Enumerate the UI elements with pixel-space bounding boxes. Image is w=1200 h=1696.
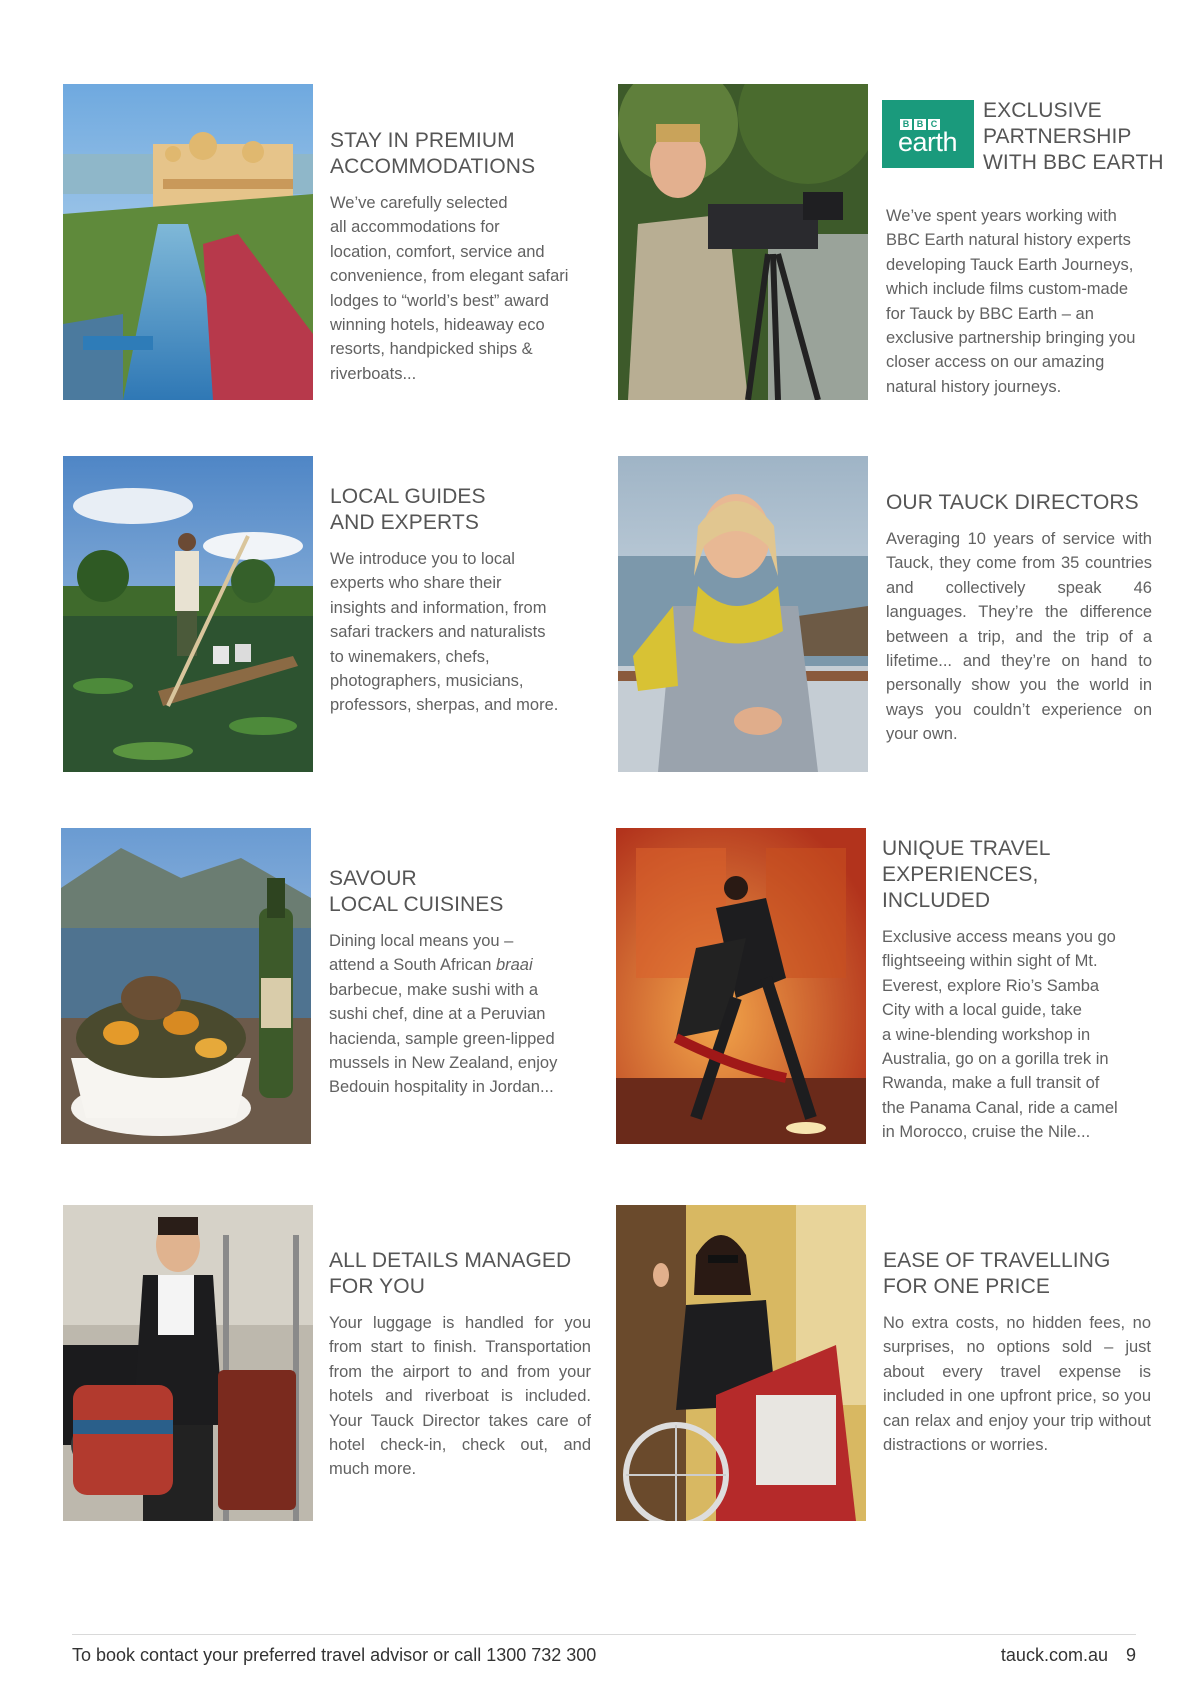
accommodations-body: We’ve carefully selected all accommodations for location, comfort, service and convenience, from elegant safari lodges to “world’s best” award winning hotels, hideaway eco resorts, handpicked ships & riverboats... [330,194,569,383]
footer-contact: To book contact your preferred travel advisor or call 1300 732 300 [72,1645,597,1665]
section-details-managed [329,1248,591,1482]
mokoro-canoe-photo [63,456,313,772]
one-price-heading: EASE OF TRAVELLING FOR ONE PRICE [883,1249,1111,1298]
footer-right [1001,1645,1136,1666]
rickshaw-traveller-photo [616,1205,866,1521]
unique-experiences-body: Exclusive access means you go flightseeing within sight of Mt. Everest, explore Rio’s Samba City with a local guide, take a wine-blending workshop in Australia, go on a gorilla trek in Rwanda, make a full transit of the Panama Canal, ride a camel in Morocco, cruise the Nile... [882,928,1118,1142]
cuisines-body-emphasis: braai [495,956,533,975]
section-unique-experiences [882,836,1152,1145]
accommodations-heading: STAY IN PREMIUM ACCOMMODATIONS [330,129,536,178]
page-number: 9 [1125,1645,1136,1665]
section-tauck-directors [886,490,1152,747]
bbc-earth-body: We’ve spent years working with BBC Earth natural history experts developing Tauck Earth Journeys, which include films custom-made for Tauck by BBC Earth – an exclusive partnership bringing you closer access on our amazing natural history journeys. [886,207,1136,396]
palace-hotel-photo [63,84,313,400]
bbc-earth-logo [882,100,974,168]
seafood-cuisine-photo [61,828,311,1144]
local-cuisines-heading: SAVOUR LOCAL CUISINES [329,867,504,916]
local-cuisines-body [329,929,589,1100]
bbc-earth-heading: EXCLUSIVE PARTNERSHIP WITH BBC EARTH [983,99,1164,174]
bbc-logo-letter: B [914,119,926,130]
local-guides-heading: LOCAL GUIDES AND EXPERTS [330,485,486,534]
bbc-logo-word: earth [898,127,958,157]
footer-website-link[interactable]: tauck.com.au [1000,1645,1108,1665]
section-local-guides [330,484,590,718]
footer-divider [72,1634,1136,1635]
bbc-logo-letter: B [900,119,912,130]
cuisines-body-part-2: barbecue, make sushi with a sushi chef, dine at a Peruvian hacienda, sample green-lipped mussels in New Zealand, enjoy Bedouin hospitality in Jordan... [329,980,558,1097]
bbc-cameraman-photo [618,84,868,400]
section-bbc-earth [983,98,1183,176]
tango-dancers-photo [616,828,866,1144]
one-price-body: No extra costs, no hidden fees, no surprises, no options sold – just about every travel expense is included in one upfront price, so you can relax and enjoy your trip without distractions or worries. [883,1314,1151,1455]
details-managed-body: Your luggage is handled for you from start to finish. Transportation from the airport to and from your hotels and riverboat is included. Your Tauck Director takes care of hotel check-in, check out, and much more. [329,1314,591,1479]
section-local-cuisines [329,866,589,1100]
section-one-price [883,1248,1151,1457]
unique-experiences-heading: UNIQUE TRAVEL EXPERIENCES, INCLUDED [882,837,1051,912]
tauck-directors-body: Averaging 10 years of service with Tauck, they come from 35 countries and collectively speak 46 languages. They’re the difference between a trip, and the trip of a lifetime... and they’re on hand to personally show you the world in ways you couldn’t experience on your own. [886,530,1152,744]
local-guides-body: We introduce you to local experts who share their insights and information, from safari trackers and naturalists to winemakers, chefs, photographers, musicians, professors, sherpas, and more. [330,550,559,715]
cuisines-body-part-1: Dining local means you – attend a South African [329,932,514,975]
tauck-director-photo [618,456,868,772]
luggage-porter-photo [63,1205,313,1521]
bbc-logo-letter: C [928,119,940,130]
details-managed-heading: ALL DETAILS MANAGED FOR YOU [329,1249,572,1298]
tauck-directors-heading: OUR TAUCK DIRECTORS [886,491,1139,514]
section-accommodations [330,128,590,386]
section-bbc-earth-body [886,193,1176,399]
